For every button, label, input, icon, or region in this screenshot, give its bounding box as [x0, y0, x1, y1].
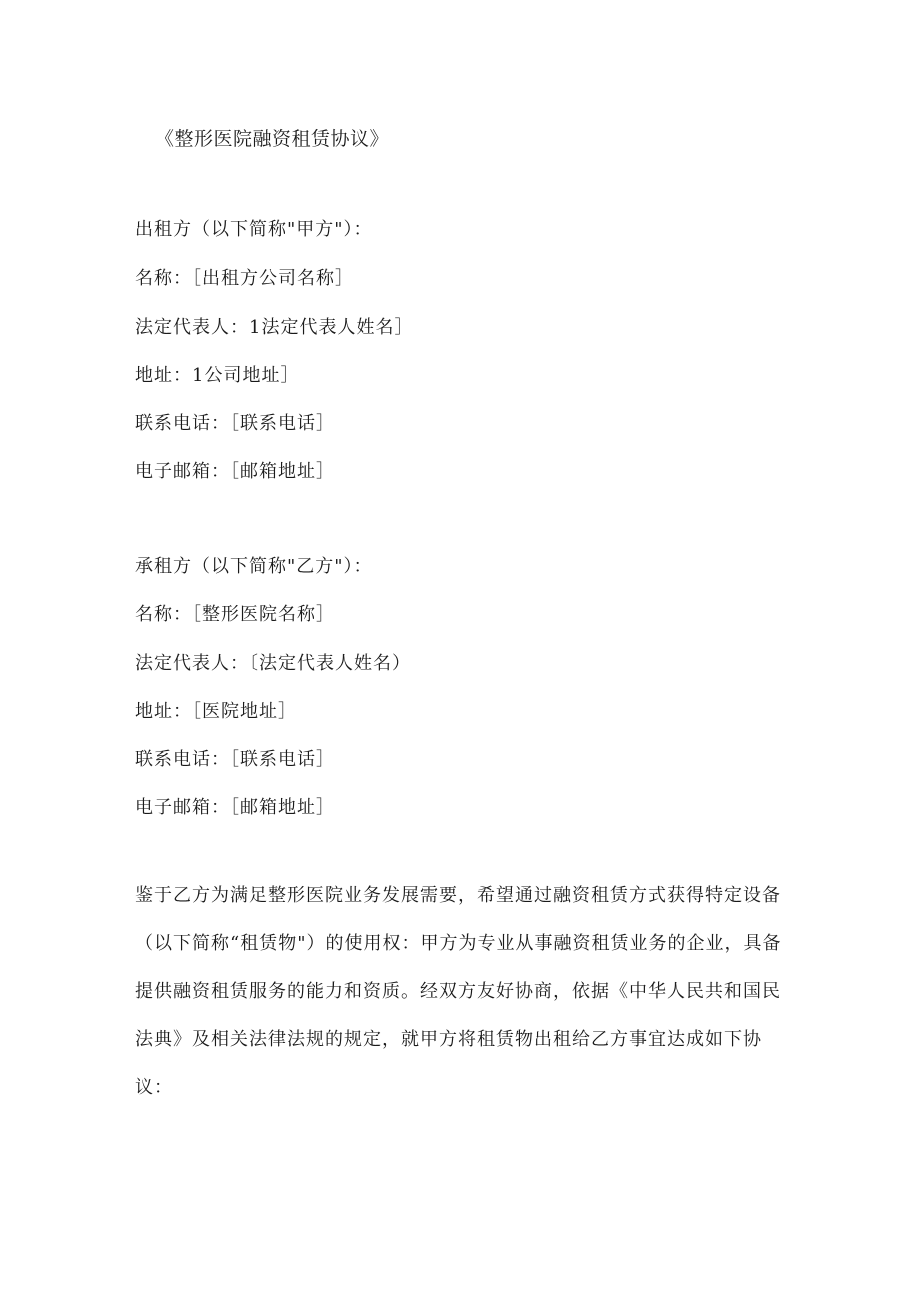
- preamble-line: 提供融资租赁服务的能力和资质。经双方友好协商，依据《中华人民共和国民: [135, 981, 781, 1002]
- lessor-email: 电子邮箱：［邮箱地址］: [135, 461, 335, 482]
- preamble-line: （以下简称“租赁物"）的使用权：甲方为专业从事融资租赁业务的企业，具备: [135, 933, 782, 954]
- lessor-legal-rep: 法定代表人：1法定代表人姓名］: [135, 317, 414, 338]
- lessee-heading: 承租方（以下简称"乙方"）：: [135, 556, 373, 577]
- preamble-line: 议：: [135, 1077, 173, 1098]
- preamble-line: 鉴于乙方为满足整形医院业务发展需要，希望通过融资租赁方式获得特定设备: [135, 885, 781, 906]
- lessee-email: 电子邮箱：［邮箱地址］: [135, 797, 335, 818]
- lessee-legal-rep: 法定代表人：〔法定代表人姓名）: [135, 653, 411, 674]
- lessor-name: 名称：［出租方公司名称］: [135, 268, 354, 289]
- lessee-phone: 联系电话：［联系电话］: [135, 749, 335, 770]
- document-title: 《整形医院融资租赁协议》: [155, 128, 390, 150]
- lessee-name: 名称：［整形医院名称］: [135, 604, 335, 625]
- lessee-address: 地址：［医院地址］: [135, 701, 297, 722]
- lessor-heading: 出租方（以下简称"甲方"）：: [135, 219, 373, 240]
- lessor-phone: 联系电话：［联系电话］: [135, 413, 335, 434]
- preamble-line: 法典》及相关法律法规的规定，就甲方将租赁物出租给乙方事宜达成如下协: [135, 1029, 762, 1050]
- lessor-address: 地址：1公司地址］: [135, 365, 300, 386]
- preamble-paragraph: [135, 872, 785, 1112]
